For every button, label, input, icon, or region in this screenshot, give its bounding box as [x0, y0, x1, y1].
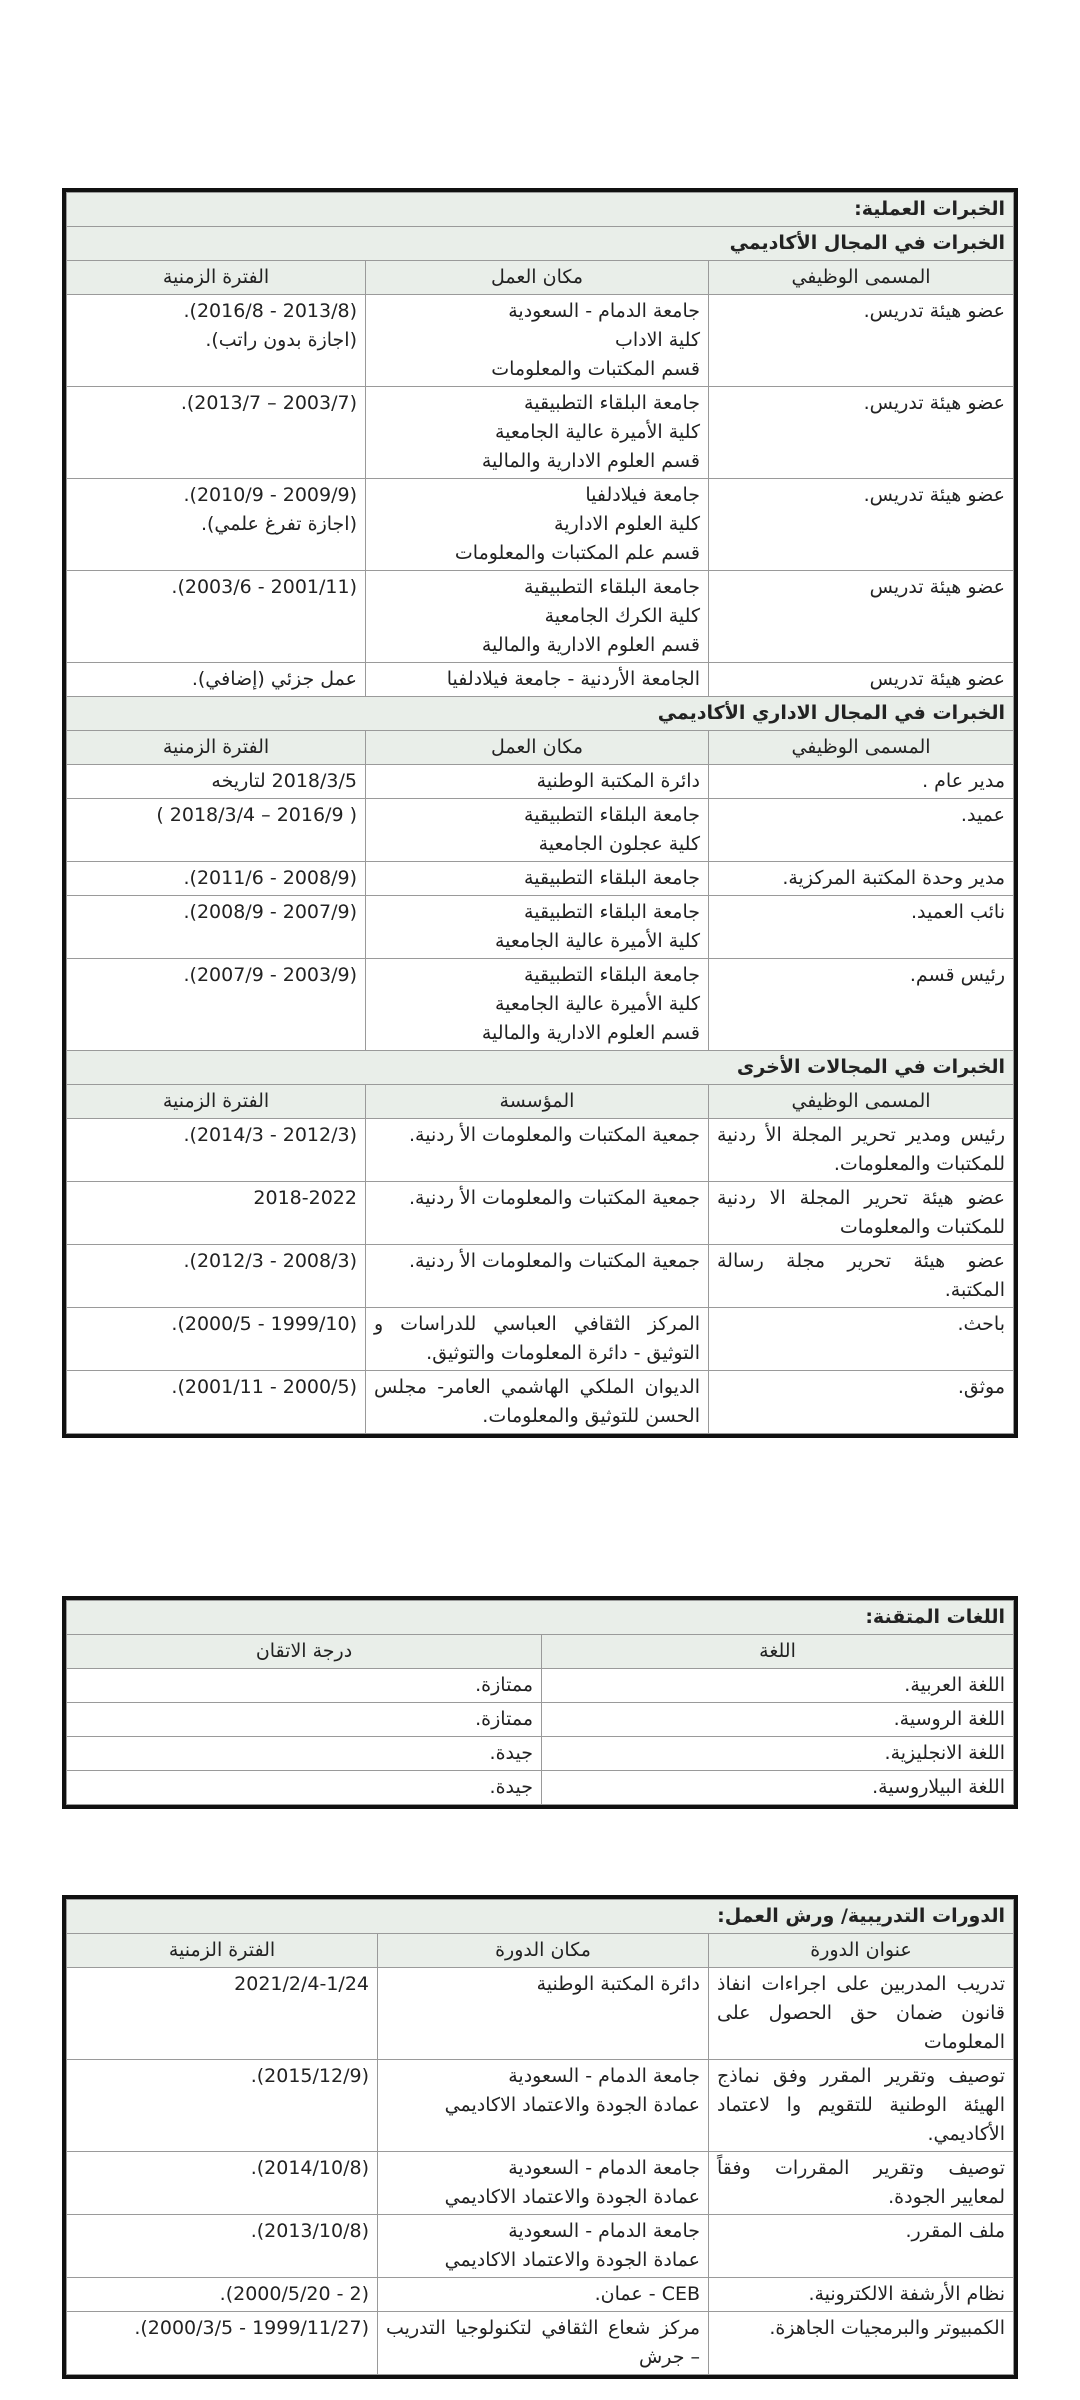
table-cell: عضو هيئة تدريس.	[709, 295, 1014, 387]
table-cell: (2013/8 - 2016/8). (اجازة بدون راتب).	[67, 295, 366, 387]
table-cell: توصيف وتقرير المقررات وفقاً لمعايير الجودة.	[709, 2152, 1014, 2215]
table-cell: جمعية المكتبات والمعلومات الأ ردنية.	[366, 1182, 709, 1245]
table-cell: ( 2016/9 – 2018/3/4 )	[67, 799, 366, 862]
table-cell: مركز شعاع الثقافي لتكنولوجيا التدريب – جرش	[378, 2312, 709, 2375]
languages-title: اللغات المتقنة:	[67, 1601, 1014, 1635]
table-cell: عمل جزئي (إضافي).	[67, 663, 366, 697]
courses-title: الدورات التدريبية/ ورش العمل:	[67, 1900, 1014, 1934]
column-header: اللغة	[542, 1635, 1014, 1669]
table-cell: (1999/10 - 2000/5).	[67, 1308, 366, 1371]
table-cell: اللغة العربية.	[542, 1669, 1014, 1703]
table-cell: توصيف وتقرير المقرر وفق نماذج الهيئة الوطنية للتقويم وا لاعتماد الأكاديمي.	[709, 2060, 1014, 2152]
column-header: الفترة الزمنية	[67, 1085, 366, 1119]
table-cell: CEB - عمان.	[378, 2278, 709, 2312]
other-header-row	[67, 1085, 1014, 1119]
table-cell: (2013/10/8).	[67, 2215, 378, 2278]
table-row	[67, 1245, 1014, 1308]
column-header: درجة الاتقان	[67, 1635, 542, 1669]
table-row	[67, 1737, 1014, 1771]
table-row	[67, 1669, 1014, 1703]
academic-section-title: الخبرات في المجال الأكاديمي	[67, 227, 1014, 261]
column-header: المسمى الوظيفي	[709, 1085, 1014, 1119]
table-cell: نائب العميد.	[709, 896, 1014, 959]
table-row	[67, 1703, 1014, 1737]
table-cell: (2015/12/9).	[67, 2060, 378, 2152]
table-cell: ملف المقرر.	[709, 2215, 1014, 2278]
other-section-title: الخبرات في المجالات الأخرى	[67, 1051, 1014, 1085]
table-cell: الديوان الملكي الهاشمي العامر- مجلس الحسن للتوثيق والمعلومات.	[366, 1371, 709, 1434]
table-cell: عميد.	[709, 799, 1014, 862]
table-cell: جامعة البلقاء التطبيقية كلية الأميرة عالية الجامعية قسم العلوم الادارية والمالية	[366, 959, 709, 1051]
languages-table	[66, 1600, 1014, 1805]
table-cell: اللغة الانجليزية.	[542, 1737, 1014, 1771]
table-cell: اللغة الروسية.	[542, 1703, 1014, 1737]
table-row	[67, 2060, 1014, 2152]
table-cell: جامعة فيلادلفيا كلية العلوم الادارية قسم علم المكتبات والمعلومات	[366, 479, 709, 571]
table-cell: عضو هيئة تدريس	[709, 663, 1014, 697]
table-cell: الجامعة الأردنية - جامعة فيلادلفيا	[366, 663, 709, 697]
table-cell: (2012/3 - 2014/3).	[67, 1119, 366, 1182]
column-header: المسمى الوظيفي	[709, 731, 1014, 765]
table-cell: جامعة البلقاء التطبيقية كلية الأميرة عالية الجامعية	[366, 896, 709, 959]
table-cell: مدير عام .	[709, 765, 1014, 799]
table-row	[67, 1308, 1014, 1371]
table-cell: ممتازة.	[67, 1703, 542, 1737]
table-row	[67, 571, 1014, 663]
table-cell: جامعة البلقاء التطبيقية كلية الأميرة عالية الجامعية قسم العلوم الادارية والمالية	[366, 387, 709, 479]
table-cell: الكمبيوتر والبرمجيات الجاهزة.	[709, 2312, 1014, 2375]
column-header: مكان الدورة	[378, 1934, 709, 1968]
table-cell: (2007/9 - 2008/9).	[67, 896, 366, 959]
table-row	[67, 1182, 1014, 1245]
column-header: مكان العمل	[366, 261, 709, 295]
column-header: الفترة الزمنية	[67, 261, 366, 295]
table-cell: (2014/10/8).	[67, 2152, 378, 2215]
table-cell: (2 - 2000/5/20).	[67, 2278, 378, 2312]
table-cell: دائرة المكتبة الوطنية	[366, 765, 709, 799]
table-cell: جمعية المكتبات والمعلومات الأ ردنية.	[366, 1119, 709, 1182]
table-cell: (2008/9 - 2011/6).	[67, 862, 366, 896]
table-row	[67, 295, 1014, 387]
table-cell: باحث.	[709, 1308, 1014, 1371]
table-cell: (2008/3 - 2012/3).	[67, 1245, 366, 1308]
table-row	[67, 896, 1014, 959]
table-cell: رئيس ومدير تحرير المجلة الأ ردنية للمكتبات والمعلومات.	[709, 1119, 1014, 1182]
table-cell: جيدة.	[67, 1737, 542, 1771]
column-header: مكان العمل	[366, 731, 709, 765]
experience-table	[66, 192, 1014, 1434]
table-row	[67, 765, 1014, 799]
experience-block	[62, 188, 1018, 1438]
table-cell: جيدة.	[67, 1771, 542, 1805]
table-row	[67, 479, 1014, 571]
table-cell: نظام الأرشفة الالكترونية.	[709, 2278, 1014, 2312]
table-cell: اللغة البيلاروسية.	[542, 1771, 1014, 1805]
table-cell: عضو هيئة تحرير المجلة الا ردنية للمكتبات والمعلومات	[709, 1182, 1014, 1245]
experience-title: الخبرات العملية:	[67, 193, 1014, 227]
column-header: المسمى الوظيفي	[709, 261, 1014, 295]
table-cell: عضو هيئة تدريس	[709, 571, 1014, 663]
column-header: الفترة الزمنية	[67, 731, 366, 765]
table-cell: (2001/11 - 2003/6).	[67, 571, 366, 663]
table-cell: مدير وحدة المكتبة المركزية.	[709, 862, 1014, 896]
table-row	[67, 1771, 1014, 1805]
table-row	[67, 2312, 1014, 2375]
courses-block	[62, 1895, 1018, 2379]
table-row	[67, 663, 1014, 697]
table-cell: موثق.	[709, 1371, 1014, 1434]
languages-block	[62, 1596, 1018, 1809]
table-cell: جامعة الدمام - السعودية عمادة الجودة والاعتماد الاكاديمي	[378, 2152, 709, 2215]
courses-table	[66, 1899, 1014, 2375]
academic-header-row	[67, 261, 1014, 295]
table-cell: دائرة المكتبة الوطنية	[378, 1968, 709, 2060]
table-row	[67, 1968, 1014, 2060]
table-row	[67, 959, 1014, 1051]
table-cell: 2018-2022	[67, 1182, 366, 1245]
table-cell: جامعة البلقاء التطبيقية	[366, 862, 709, 896]
table-cell: المركز الثقافي العباسي للدراسات و التوثيق - دائرة المعلومات والتوثيق.	[366, 1308, 709, 1371]
table-cell: جامعة الدمام - السعودية كلية الاداب قسم المكتبات والمعلومات	[366, 295, 709, 387]
table-cell: (1999/11/27 - 2000/3/5).	[67, 2312, 378, 2375]
administrative-section-title: الخبرات في المجال الاداري الأكاديمي	[67, 697, 1014, 731]
administrative-header-row	[67, 731, 1014, 765]
column-header: عنوان الدورة	[709, 1934, 1014, 1968]
table-cell: عضو هيئة تدريس.	[709, 387, 1014, 479]
table-row	[67, 862, 1014, 896]
table-cell: ممتازة.	[67, 1669, 542, 1703]
table-row	[67, 799, 1014, 862]
column-header: المؤسسة	[366, 1085, 709, 1119]
table-cell: جامعة البلقاء التطبيقية كلية عجلون الجامعية	[366, 799, 709, 862]
courses-header-row	[67, 1934, 1014, 1968]
table-cell: (2000/5 - 2001/11).	[67, 1371, 366, 1434]
table-cell: 2018/3/5 لتاريخه	[67, 765, 366, 799]
table-cell: جامعة الدمام - السعودية عمادة الجودة والاعتماد الاكاديمي	[378, 2060, 709, 2152]
table-row	[67, 2215, 1014, 2278]
table-row	[67, 2152, 1014, 2215]
table-cell: 2021/2/4-1/24	[67, 1968, 378, 2060]
table-row	[67, 387, 1014, 479]
table-cell: جامعة البلقاء التطبيقية كلية الكرك الجامعية قسم العلوم الادارية والمالية	[366, 571, 709, 663]
table-cell: عضو هيئة تحرير مجلة رسالة المكتبة.	[709, 1245, 1014, 1308]
table-cell: جمعية المكتبات والمعلومات الأ ردنية.	[366, 1245, 709, 1308]
table-cell: (2003/7 – 2013/7).	[67, 387, 366, 479]
table-cell: رئيس قسم.	[709, 959, 1014, 1051]
table-cell: تدريب المدربين على اجراءات انفاذ قانون ضمان حق الحصول على المعلومات	[709, 1968, 1014, 2060]
table-row	[67, 1119, 1014, 1182]
table-cell: عضو هيئة تدريس.	[709, 479, 1014, 571]
table-row	[67, 1371, 1014, 1434]
table-cell: (2009/9 - 2010/9). (اجازة تفرغ علمي).	[67, 479, 366, 571]
table-cell: (2003/9 - 2007/9).	[67, 959, 366, 1051]
column-header: الفترة الزمنية	[67, 1934, 378, 1968]
table-row	[67, 2278, 1014, 2312]
languages-header-row	[67, 1635, 1014, 1669]
table-cell: جامعة الدمام - السعودية عمادة الجودة والاعتماد الاكاديمي	[378, 2215, 709, 2278]
